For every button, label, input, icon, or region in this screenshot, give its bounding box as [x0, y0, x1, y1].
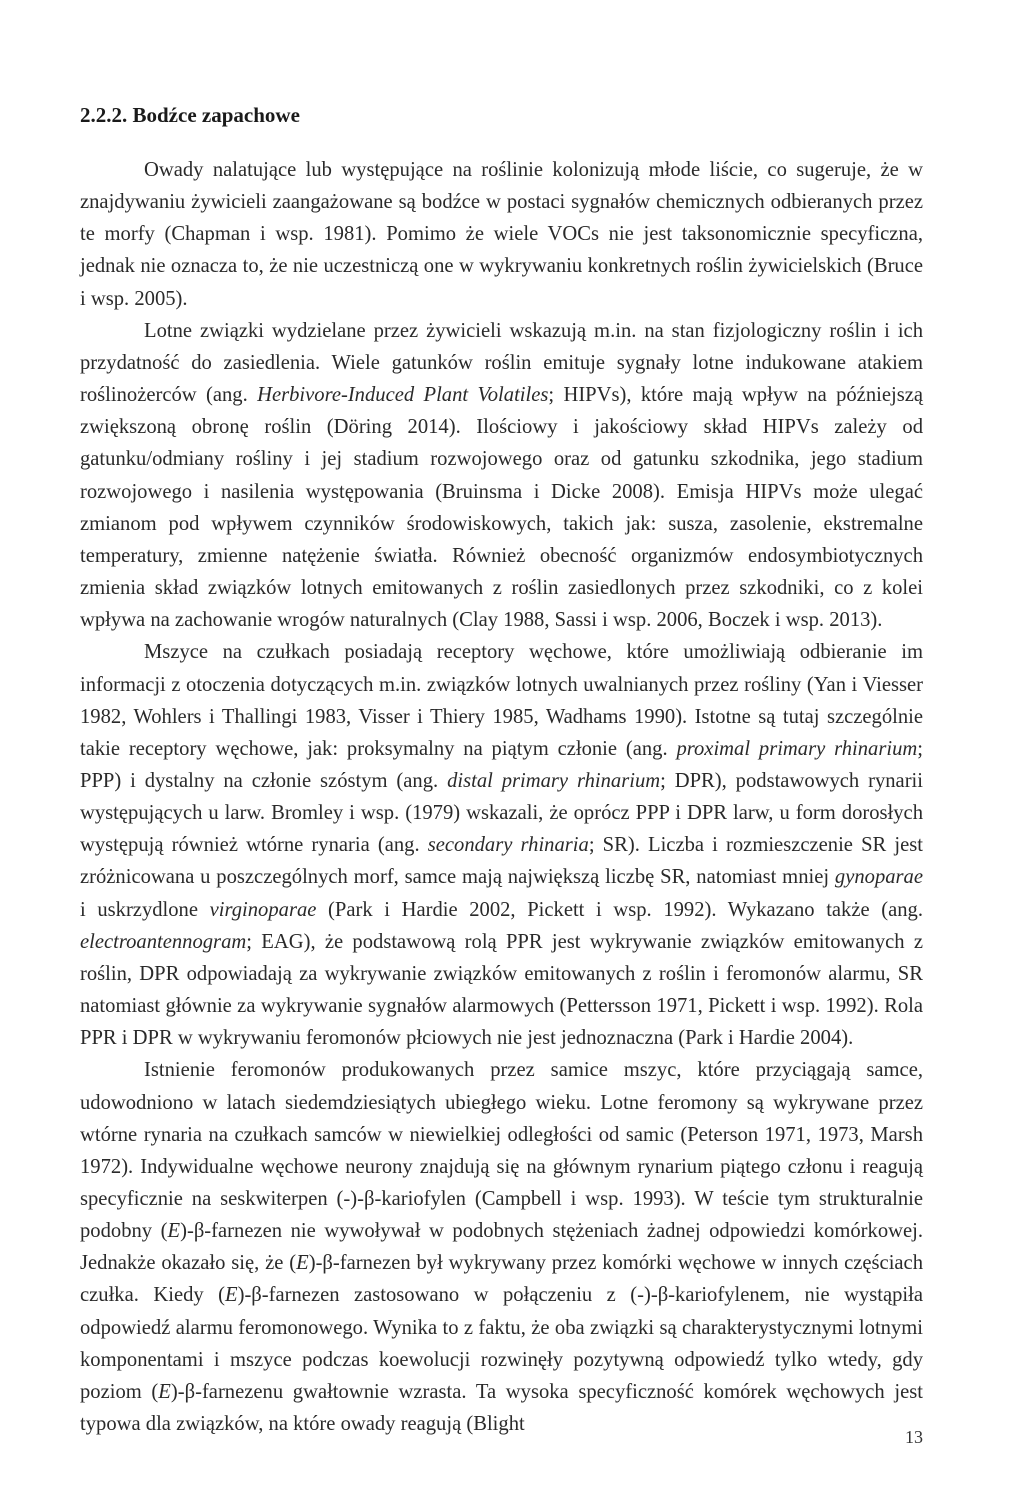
text-run: i uskrzydlone — [80, 898, 210, 921]
paragraph-olfactory-receptors — [80, 636, 923, 1054]
text-run: Istnienie feromonów produkowanych przez samice mszyc, które przyciągają samce, udowodniono w latach siedemdziesiątych ubiegłego wieku. Lotne feromony są wykrywane przez wtórne rynaria na czułkach samców w niewielkiej odległości od samic (Peterson 1971, 1973, Marsh 1972). Indywidualne węchowe neurony znajdują się na głównym rynarium piątego członu i reagują specyficznie na seskwiterpen (-)-β-kariofylen (Campbell i wsp. 1993). W teście tym strukturalnie podobny ( — [80, 1059, 923, 1243]
italic-term: E — [296, 1252, 309, 1275]
text-run: ; DPR), podstawowych rynarii występujących u larw. Bromley i wsp. (1979) wskazali, że oprócz PPP i DPR larw, u form dorosłych występują również wtórne rynaria (ang. — [80, 769, 924, 857]
italic-term: E — [158, 1380, 171, 1403]
paragraph-volatile-cues — [80, 154, 923, 315]
text-run: )-β-farnezenu gwałtownie wzrasta. Ta wysoka specyficzność komórek węchowych jest typowa dla związków, na które owady reagują (Blight — [80, 1380, 923, 1436]
italic-term: E — [225, 1284, 238, 1307]
italic-term: electroantennogram — [80, 930, 247, 953]
italic-term: gynoparae — [834, 866, 923, 889]
italic-term: E — [167, 1220, 181, 1243]
text-run: (Park i Hardie 2002, Pickett i wsp. 1992). Wykazano także (ang. — [316, 898, 923, 921]
italic-term: Herbivore-Induced Plant Volatiles — [257, 384, 549, 407]
italic-term: distal primary rhinarium — [447, 769, 661, 792]
text-run: )-β-farnezen nie wywoływał w podobnych stężeniach żadnej odpowiedzi komórkowej. Jednakże okazało się, że ( — [80, 1220, 924, 1275]
text-run: ; PPP) i dystalny na członie szóstym (ang. — [80, 737, 923, 792]
italic-term: proximal primary rhinarium — [676, 737, 918, 760]
page-number: 13 — [905, 1427, 923, 1447]
section-heading: 2.2.2. Bodźce zapachowe — [80, 103, 300, 127]
italic-term: virginoparae — [209, 898, 317, 921]
text-run: Owady nalatujące lub występujące na roślinie kolonizują młode liście, co sugeruje, że w znajdywaniu żywicieli zaangażowane są bodźce w postaci sygnałów chemicznych odbieranych przez te morfy (Chapman i wsp. 1981). Pomimo że wiele VOCs nie jest taksonomicznie specyficzna, jednak nie oznacza to, że nie uczestniczą one w wykrywaniu konkretnych roślin żywicielskich (Bruce i wsp. 2005). — [80, 159, 923, 310]
text-run: ; SR). Liczba i rozmieszczenie SR jest zróżnicowana u poszczególnych morf, samce mają największą liczbę SR, natomiast mniej — [80, 834, 923, 889]
text-run: Lotne związki wydzielane przez żywicieli wskazują m.in. na stan fizjologiczny roślin i ich przydatność do zasiedlenia. Wiele gatunków roślin emituje sygnały lotne indukowane atakiem roślinożerców (ang. — [80, 319, 923, 407]
body-text — [80, 154, 923, 1440]
text-run: )-β-farnezen był wykrywany przez komórki węchowe w innych częściach czułka. Kiedy ( — [80, 1252, 923, 1307]
italic-term: secondary rhinaria — [427, 834, 589, 857]
text-run: )-β-farnezen zastosowano w połączeniu z (-)-β-kariofylenem, nie wystąpiła odpowiedź alarmu feromonowego. Wynika to z faktu, że oba związki są charakterystycznymi lotnymi komponentami i mszyce podczas koewolucji rozwinęły pozytywną odpowiedź tylko wtedy, gdy poziom ( — [80, 1284, 923, 1403]
text-run: ; EAG), że podstawową rolą PPR jest wykrywanie związków emitowanych z roślin, DPR odpowiadają za wykrywanie związków emitowanych z roślin i feromonów alarmu, SR natomiast głównie za wykrywanie sygnałów alarmowych (Pettersson 1971, Pickett i wsp. 1992). Rola PPR i DPR w wykrywaniu feromonów płciowych nie jest jednoznaczna (Park i Hardie 2004). — [80, 930, 923, 1050]
text-run: ; HIPVs), które mają wpływ na późniejszą zwiększoną obronę roślin (Döring 2014). Ilościowy i jakościowy skład HIPVs zależy od gatunku/odmiany rośliny i jej stadium rozwojowego oraz od gatunku szkodnika, jego stadium rozwojowego i nasilenia występowania (Bruinsma i Dicke 2008). Emisja HIPVs może ulegać zmianom pod wpływem czynników środowiskowych, takich jak: susza, zasolenie, ekstremalne temperatury, zmienne natężenie światła. Również obecność organizmów endosymbiotycznych zmienia skład związków lotnych emitowanych z roślin zasiedlonych przez szkodniki, co z kolei wpływa na zachowanie wrogów naturalnych (Clay 1988, Sassi i wsp. 2006, Boczek i wsp. 2013). — [80, 384, 923, 632]
text-run: Mszyce na czułkach posiadają receptory węchowe, które umożliwiają odbieranie im informacji z otoczenia dotyczących m.in. związków lotnych uwalnianych przez rośliny (Yan i Viesser 1982, Wohlers i Thallingi 1983, Visser i Thiery 1985, Wadhams 1990). Istotne są tutaj szczególnie takie receptory węchowe, jak: proksymalny na piątym członie (ang. — [80, 641, 923, 760]
paragraph-sex-pheromones — [80, 1054, 923, 1440]
paragraph-hipvs — [80, 315, 923, 637]
